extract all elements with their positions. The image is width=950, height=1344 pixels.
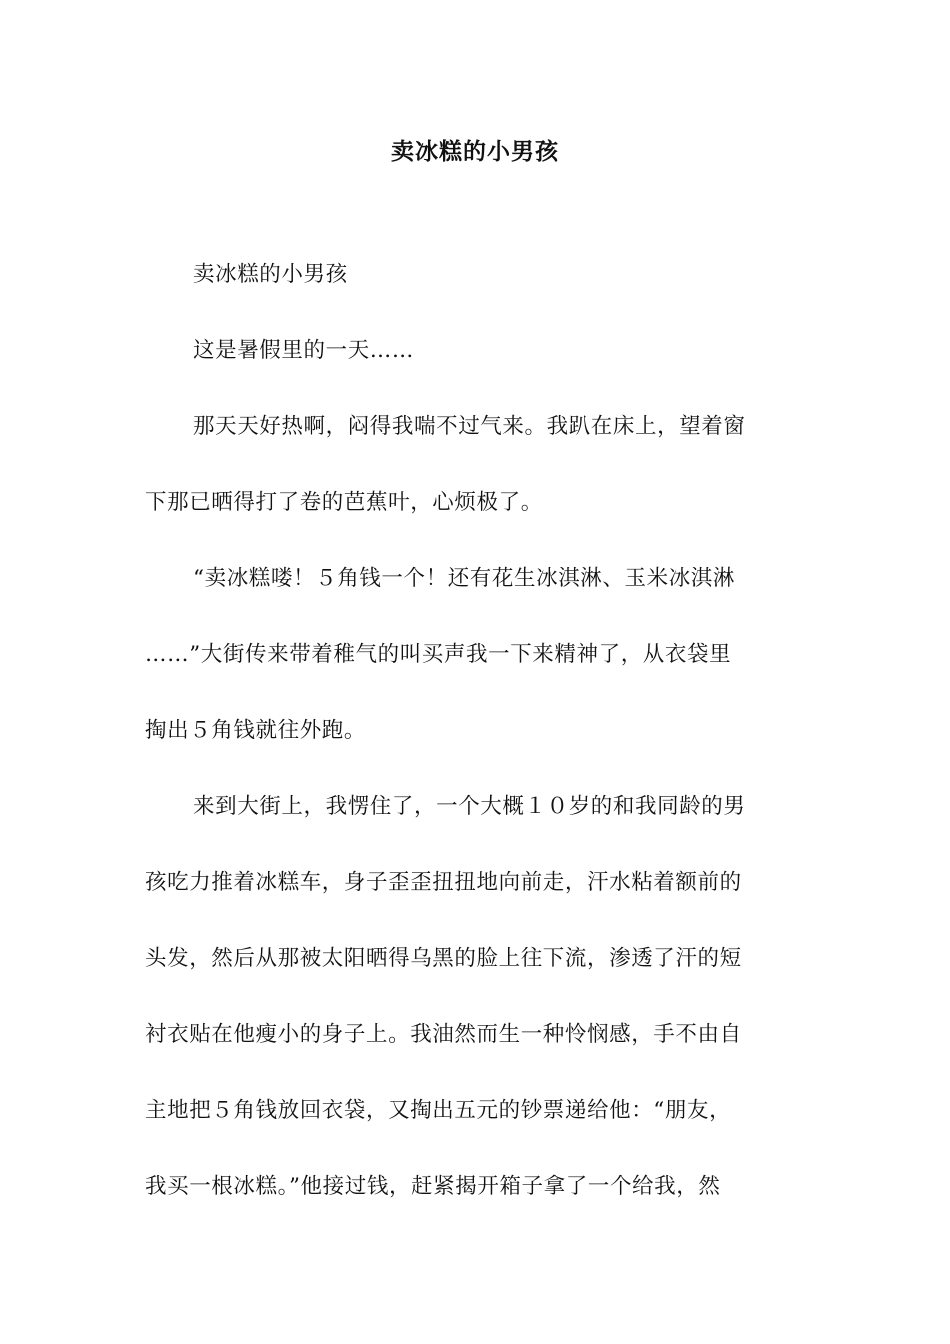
paragraph-line: 下那已晒得打了卷的芭蕉叶，心烦极了。 [145,490,543,515]
paragraph-line: 卖冰糕的小男孩 [193,262,348,287]
paragraph-line: 孩吃力推着冰糕车，身子歪歪扭扭地向前走，汗水粘着额前的 [145,870,742,895]
paragraph-line: 掏出５角钱就往外跑。 [145,718,367,743]
paragraph-line: 来到大街上，我愣住了，一个大概１０岁的和我同龄的男 [193,794,746,819]
paragraph-line: ……”大街传来带着稚气的叫买声我一下来精神了，从衣袋里 [145,642,732,667]
page-title: 卖冰糕的小男孩 [391,138,559,165]
paragraph-line: 我买一根冰糕。”他接过钱，赶紧揭开箱子拿了一个给我，然 [145,1174,721,1199]
paragraph-line: 这是暑假里的一天…… [193,338,415,363]
paragraph-line: “卖冰糕喽！５角钱一个！还有花生冰淇淋、玉米冰淇淋 [193,566,735,591]
paragraph-line: 主地把５角钱放回衣袋，又掏出五元的钞票递给他：“朋友， [145,1098,732,1123]
paragraph-line: 头发，然后从那被太阳晒得乌黑的脸上往下流，渗透了汗的短 [145,946,742,971]
paragraph-line: 衬衣贴在他瘦小的身子上。我油然而生一种怜悯感，手不由自 [145,1022,742,1047]
paragraph-line: 那天天好热啊，闷得我喘不过气来。我趴在床上，望着窗 [193,414,746,439]
